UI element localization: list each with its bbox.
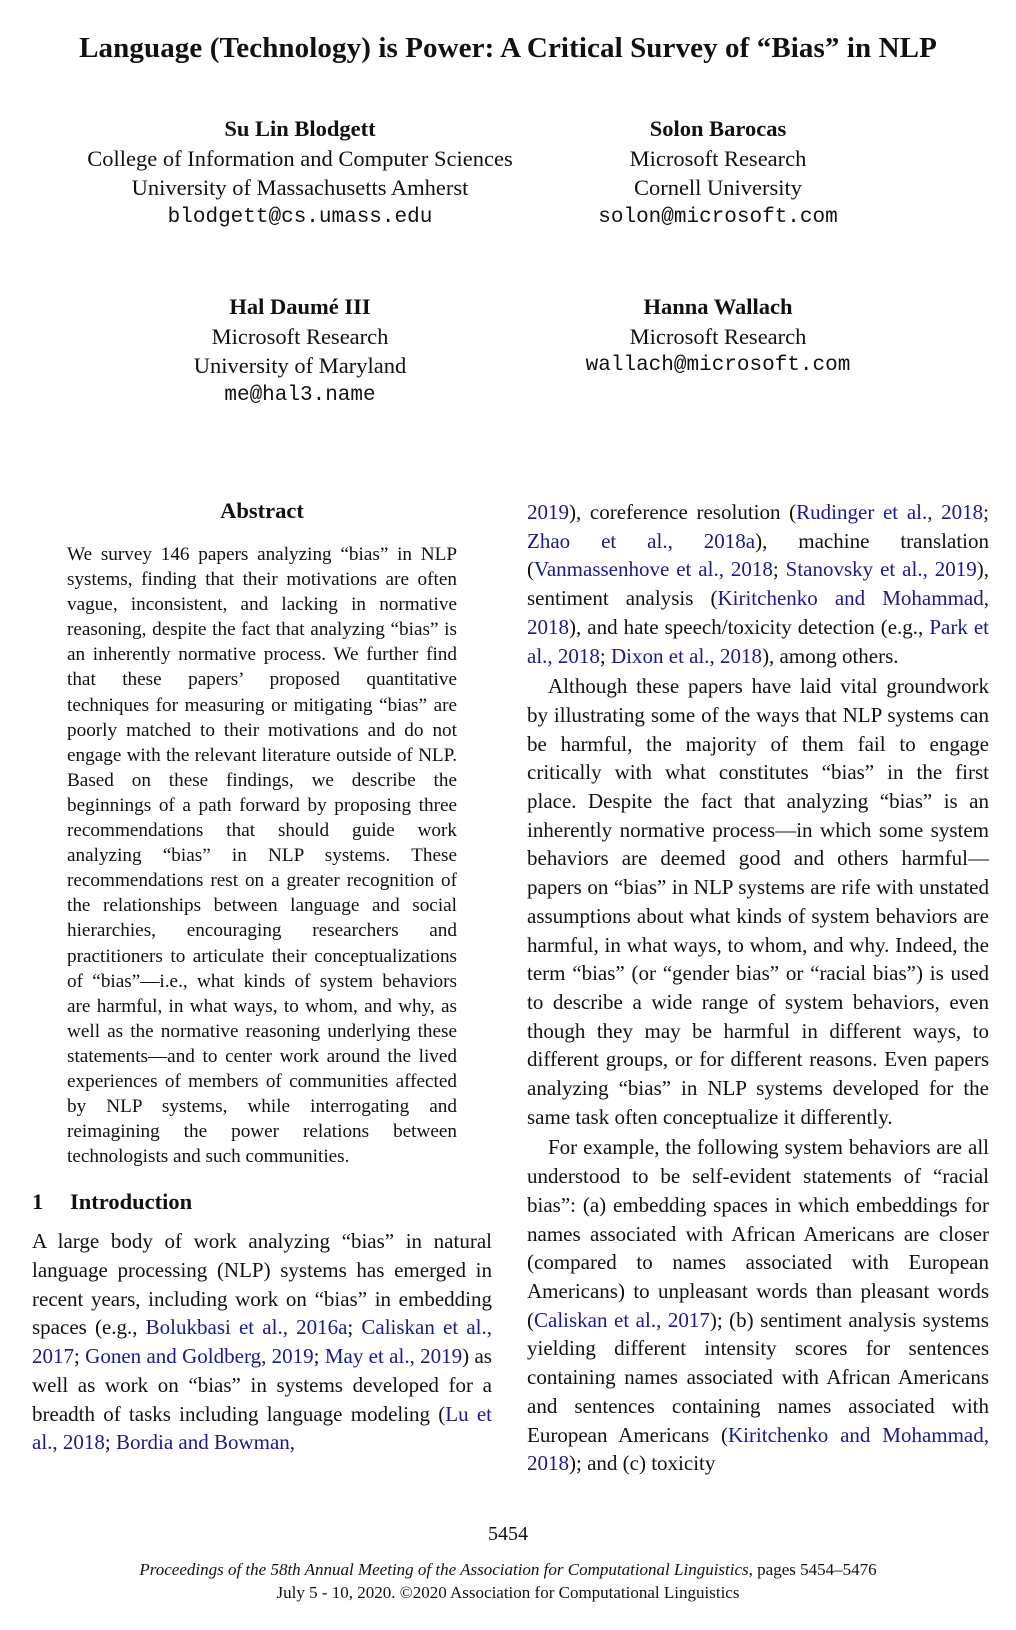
citation-link[interactable]: Park et al., 2018 bbox=[527, 614, 989, 668]
citation-link[interactable]: May et al., 2019 bbox=[324, 1344, 463, 1369]
text-run: A large body of work analyzing “bias” in natural language processing (NLP) systems has emerged in recent years, including work on “bias” in embedding spaces (e.g., bbox=[32, 1229, 492, 1340]
citation-link[interactable]: Gonen and Goldberg, 2019 bbox=[85, 1344, 314, 1369]
venue-name: Proceedings of the 58th Annual Meeting of the Association for Computational Linguistics bbox=[139, 1560, 749, 1579]
citation-link[interactable]: 2019 bbox=[527, 500, 569, 524]
left-column bbox=[32, 498, 492, 1457]
author-affiliation: Microsoft Research bbox=[629, 323, 807, 349]
intro-paragraph-1-part-b bbox=[527, 498, 989, 670]
text-run: ; bbox=[599, 643, 611, 668]
text-run: ; bbox=[772, 557, 786, 582]
citation-link[interactable]: Caliskan et al., 2017 bbox=[534, 1307, 710, 1332]
text-run: ), machine translation ( bbox=[527, 528, 989, 582]
author-affiliation: Microsoft Research bbox=[629, 145, 807, 171]
text-run: ), and hate speech/toxicity detection (e.g., bbox=[569, 614, 930, 639]
citation-link[interactable]: Kiritchenko and Mohammad, 2018 bbox=[527, 1422, 989, 1476]
footer-line-2: July 5 - 10, 2020. ©2020 Association for Computational Linguistics bbox=[276, 1583, 740, 1602]
author-affiliation: University of Massachusetts Amherst bbox=[131, 175, 469, 200]
author-affiliation: Microsoft Research bbox=[211, 323, 389, 349]
author-email: me@hal3.name bbox=[224, 383, 376, 407]
text-run: ), coreference resolution ( bbox=[569, 500, 797, 524]
text-run: ; bbox=[983, 500, 989, 524]
intro-paragraph-3 bbox=[527, 1133, 989, 1477]
text-run: ; bbox=[104, 1430, 116, 1455]
page-number: 5454 bbox=[488, 1523, 528, 1545]
citation-link[interactable]: Bordia and Bowman, bbox=[116, 1430, 296, 1455]
text-run: ); and (c) toxicity bbox=[569, 1451, 716, 1476]
text-run: ; bbox=[347, 1315, 362, 1340]
citation-link[interactable]: Caliskan et al., 2017 bbox=[32, 1315, 492, 1369]
text-run: For example, the following system behaviors are all understood to be self-evident statements of “racial bias”: (a) embedding spaces in which embeddings for names associated with African Americans are closer (compared to names associated with European Americans) to unpleasant words than pleasant words ( bbox=[527, 1135, 989, 1332]
section-title: Introduction bbox=[70, 1189, 193, 1215]
author-name: Solon Barocas bbox=[649, 116, 787, 141]
author-affiliation: Cornell University bbox=[633, 175, 803, 200]
citation-link[interactable]: Vanmassenhove et al., 2018 bbox=[534, 557, 773, 582]
text-run: ) as well as work on “bias” in systems developed for a breadth of tasks including language modeling ( bbox=[32, 1344, 492, 1426]
author-email: solon@microsoft.com bbox=[598, 205, 838, 229]
citation-link[interactable]: Bolukbasi et al., 2016a bbox=[145, 1315, 348, 1340]
right-column bbox=[527, 498, 989, 1478]
intro-paragraph-2: Although these papers have laid vital groundwork by illustrating some of the ways that NLP systems can be harmful, the majority of them fail to engage critically with what constitutes “bias” in the first place. Despite the fact that analyzing “bias” is an inherently normative process—in which some system behaviors are deemed good and others harmful—papers on “bias” in NLP systems are rife with unstated assumptions about what kinds of system behaviors are harmful, in what ways, to whom, and why. Indeed, the term “bias” (or “gender bias” or “racial bias”) is used to describe a wide range of system behaviors, even though they may be harmful in different ways, to different groups, or for different reasons. Even papers analyzing “bias” in NLP systems developed for the same task often conceptualize it differently. bbox=[527, 674, 989, 1129]
text-run: ), sentiment analysis ( bbox=[527, 557, 989, 611]
footer-line-1 bbox=[0, 1558, 1016, 1581]
author-name: Su Lin Blodgett bbox=[224, 116, 376, 141]
author-name: Hanna Wallach bbox=[643, 294, 793, 319]
author-email: wallach@microsoft.com bbox=[585, 354, 851, 377]
abstract-text: We survey 146 papers analyzing “bias” in NLP systems, finding that their motivations are often vague, inconsistent, and lacking in normative reasoning, despite the fact that analyzing “bias” is an inherently normative process. We further find that these papers’ proposed quantitative techniques for measuring or mitigating “bias” are poorly matched to their motivations and do not engage with the relevant literature outside of NLP. Based on these findings, we describe the beginnings of a path forward by proposing three recommendations that should guide work analyzing “bias” in NLP systems. These recommendations rest on a greater recognition of the relationships between language and social hierarchies, encouraging researchers and practitioners to articulate their conceptualizations of “bias”—i.e., what kinds of system behaviors are harmful, in what ways, to whom, and why, as well as the normative reasoning underlying these statements—and to center work around the lived experiences of members of communities affected by NLP systems, while interrogating and reimagining the power relations between technologists and such communities. bbox=[67, 544, 457, 1168]
citation-link[interactable]: Zhao et al., 2018a bbox=[527, 528, 756, 553]
intro-paragraph-1-part-a bbox=[32, 1227, 492, 1457]
section-heading-introduction bbox=[32, 1189, 492, 1215]
author-affiliation: University of Maryland bbox=[193, 353, 407, 378]
text-run: ; bbox=[313, 1344, 325, 1369]
author-block-2 bbox=[458, 114, 978, 232]
paper-title: Language (Technology) is Power: A Critical Survey of “Bias” in NLP bbox=[79, 32, 937, 64]
text-run: ); (b) sentiment analysis systems yielding different intensity scores for sentences containing names associated with African Americans and sentences containing names associated with European Americans ( bbox=[527, 1307, 989, 1447]
citation-link[interactable]: Stanovsky et al., 2019 bbox=[785, 557, 977, 582]
author-email: blodgett@cs.umass.edu bbox=[167, 205, 433, 229]
citation-link[interactable]: Rudinger et al., 2018 bbox=[796, 500, 984, 524]
proceedings-footer bbox=[0, 1558, 1016, 1604]
citation-link[interactable]: Dixon et al., 2018 bbox=[611, 643, 763, 668]
author-name: Hal Daumé III bbox=[229, 294, 371, 319]
section-number: 1 bbox=[32, 1189, 44, 1215]
text-run: ; bbox=[74, 1344, 86, 1369]
author-affiliation: College of Information and Computer Sciences bbox=[87, 145, 513, 171]
citation-link[interactable]: Kiritchenko and Mohammad, 2018 bbox=[527, 586, 989, 639]
page-range: , pages 5454–5476 bbox=[748, 1560, 877, 1579]
text-run: ), among others. bbox=[762, 643, 899, 668]
abstract-heading: Abstract bbox=[220, 498, 304, 523]
citation-link[interactable]: Lu et al., 2018 bbox=[32, 1401, 492, 1455]
author-block-4 bbox=[458, 292, 978, 381]
